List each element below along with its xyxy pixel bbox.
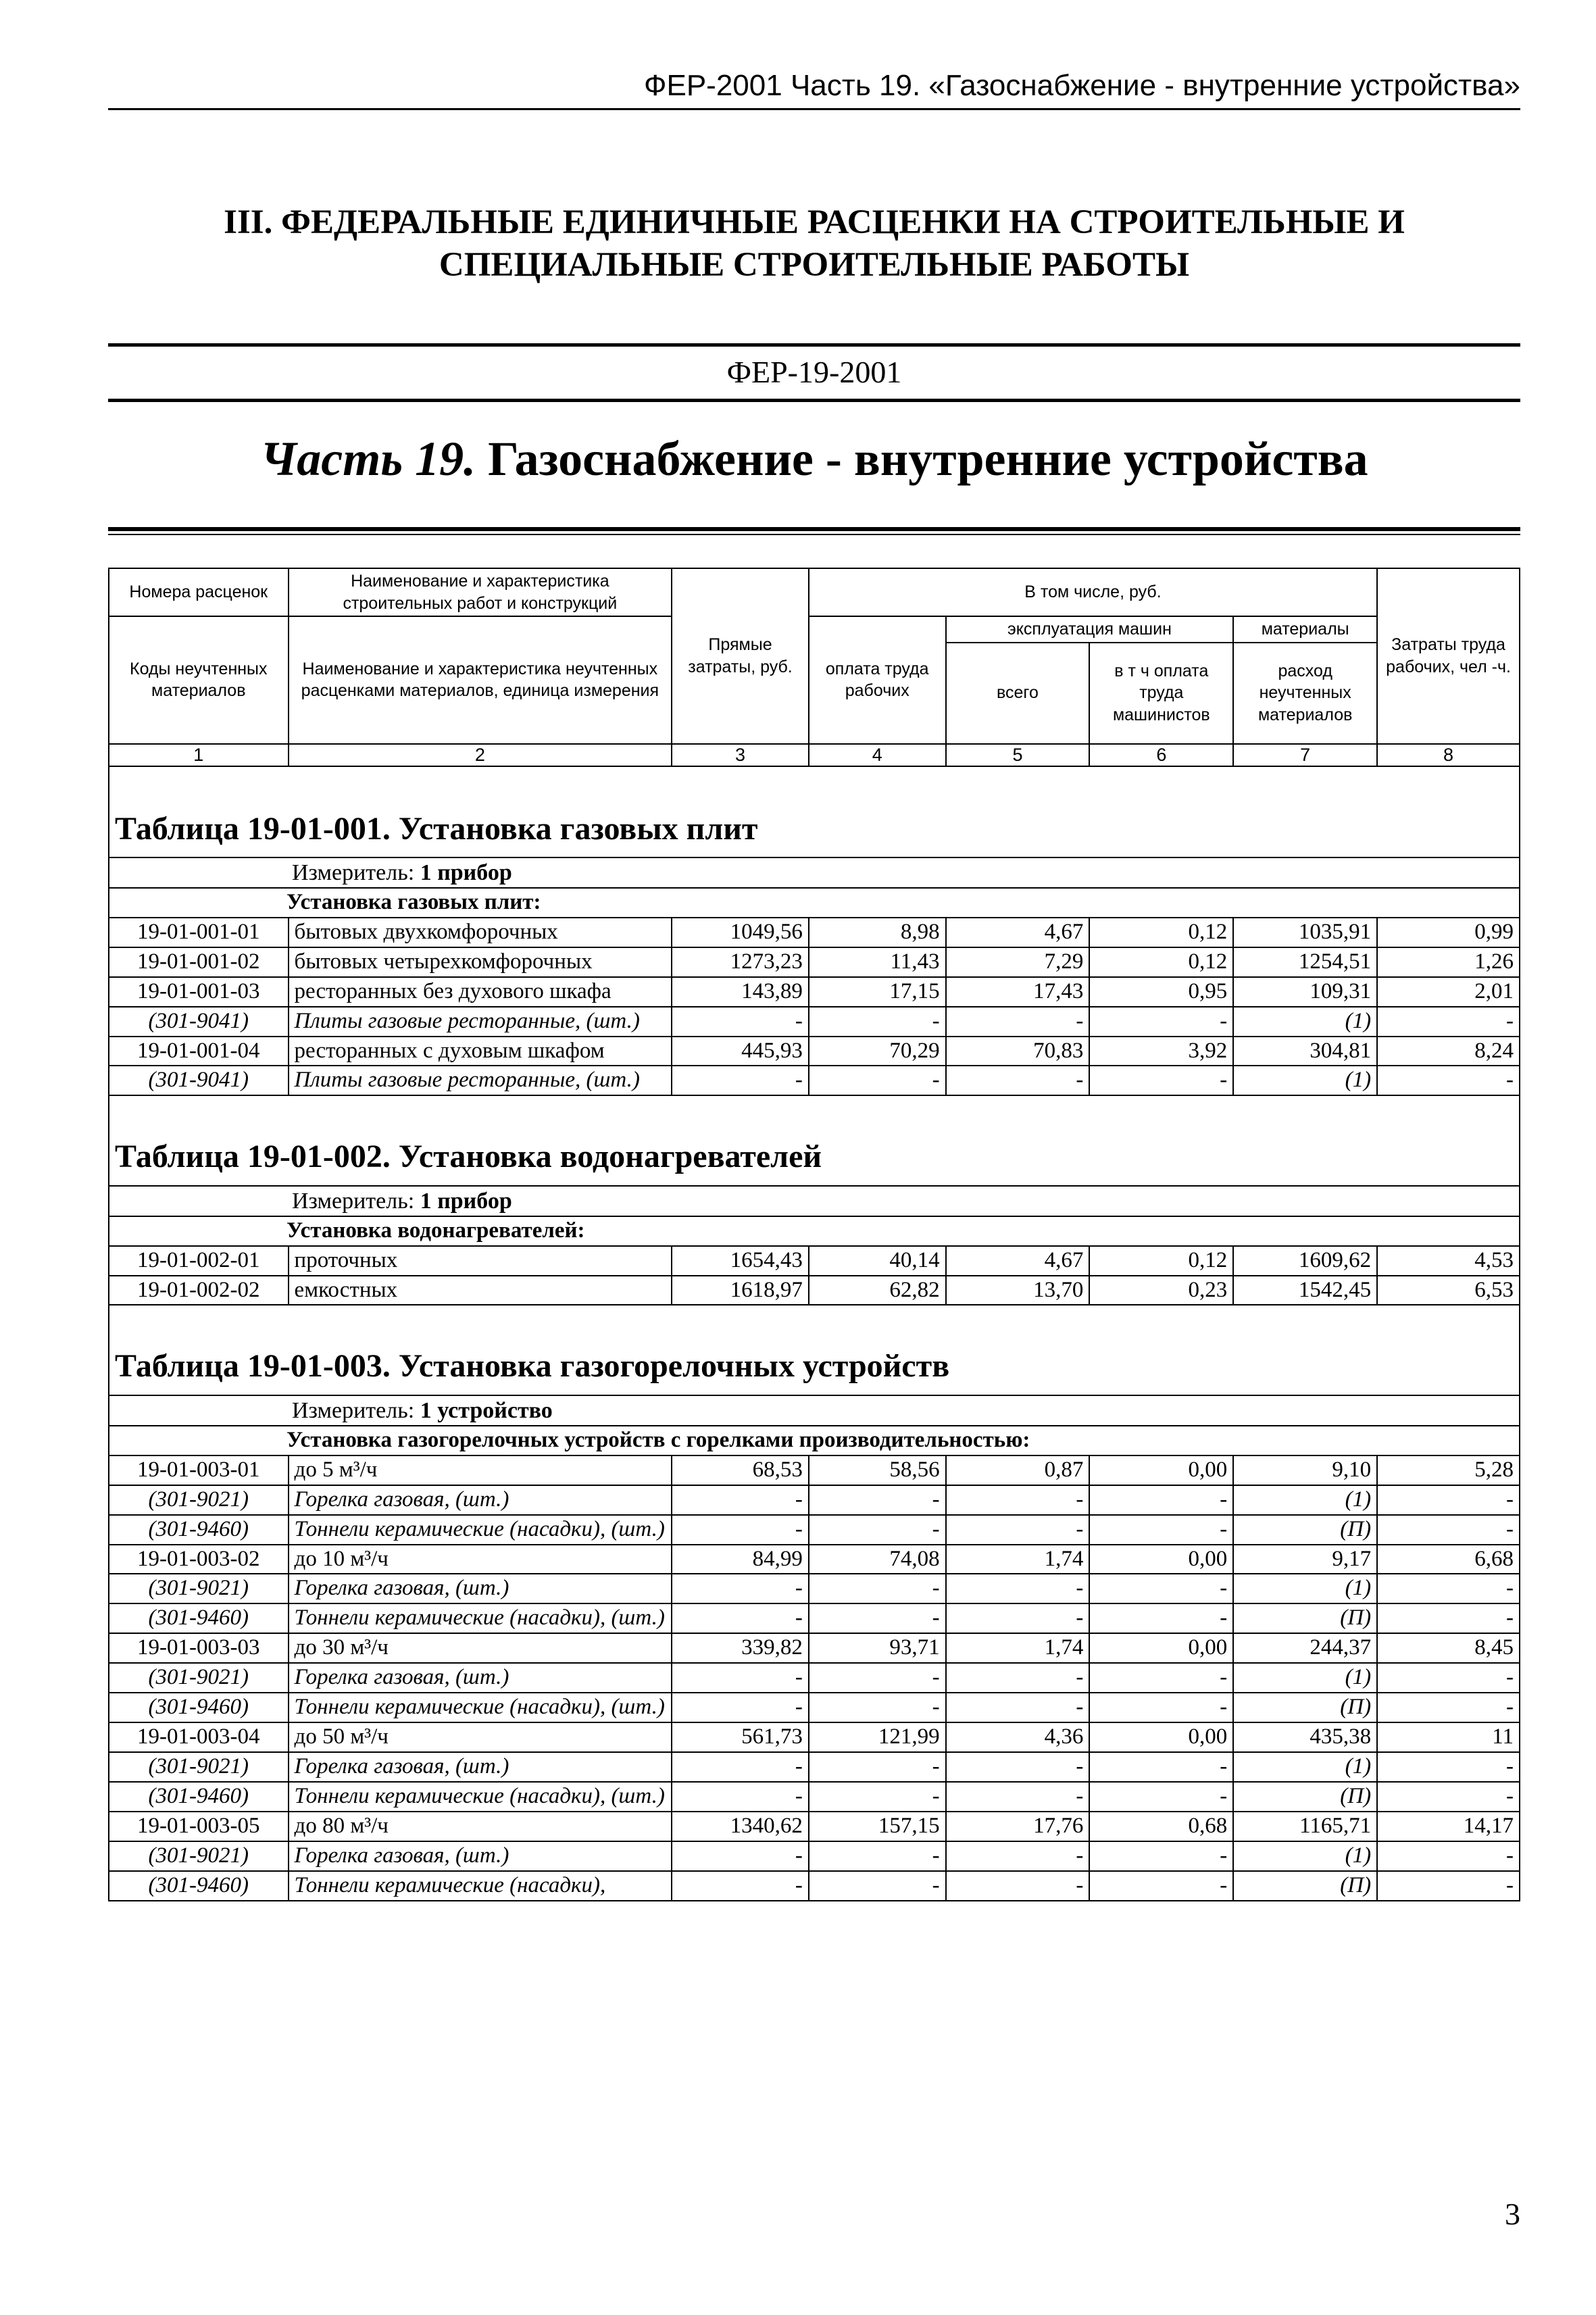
column-number-cell: 4 xyxy=(809,744,946,766)
value-cell: - xyxy=(672,1752,809,1782)
column-number-cell: 6 xyxy=(1089,744,1233,766)
value-cell: - xyxy=(809,1515,946,1545)
column-number-cell: 2 xyxy=(289,744,672,766)
header-row-1 xyxy=(109,568,1520,616)
value-cell: 1542,45 xyxy=(1233,1276,1377,1305)
part-title xyxy=(108,431,1520,487)
value-cell: - xyxy=(1377,1066,1520,1095)
value-cell: 1,74 xyxy=(946,1545,1090,1574)
material-code: (301-9460) xyxy=(109,1603,289,1633)
measure-value: 1 прибор xyxy=(420,860,512,885)
header-name-top: Наименование и характеристика строительных работ и конструкций xyxy=(289,568,672,616)
value-cell: 11,43 xyxy=(809,947,946,977)
material-row xyxy=(109,1841,1520,1871)
value-cell: - xyxy=(672,1693,809,1722)
value-cell: 11 xyxy=(1377,1722,1520,1752)
material-row xyxy=(109,1515,1520,1545)
rate-code: 19-01-003-01 xyxy=(109,1455,289,1485)
column-number-cell: 5 xyxy=(946,744,1090,766)
table-gap xyxy=(109,1305,1520,1331)
value-cell: - xyxy=(1089,1693,1233,1722)
header-rule xyxy=(108,108,1520,110)
material-name: Тоннели керамические (насадки), (шт.) xyxy=(289,1782,672,1812)
value-cell: 1618,97 xyxy=(672,1276,809,1305)
measure-cell xyxy=(109,857,1520,888)
table-title-row xyxy=(109,1122,1520,1185)
value-cell: - xyxy=(1377,1007,1520,1037)
header-codes-top: Номера расценок xyxy=(109,568,289,616)
value-cell: - xyxy=(1089,1574,1233,1603)
value-cell: 5,28 xyxy=(1377,1455,1520,1485)
rate-code: 19-01-003-05 xyxy=(109,1812,289,1841)
table-gap xyxy=(109,766,1520,794)
material-name: Горелка газовая, (шт.) xyxy=(289,1574,672,1603)
value-cell: - xyxy=(672,1515,809,1545)
rate-row xyxy=(109,947,1520,977)
rate-code: 19-01-001-03 xyxy=(109,977,289,1007)
value-cell: 0,68 xyxy=(1089,1812,1233,1841)
material-row xyxy=(109,1603,1520,1633)
value-cell: - xyxy=(809,1752,946,1782)
rate-name: ресторанных без духового шкафа xyxy=(289,977,672,1007)
header-name-bottom: Наименование и характеристика неучтенных расценками материалов, единица измерения xyxy=(289,616,672,744)
value-cell: - xyxy=(946,1871,1090,1901)
value-cell: - xyxy=(946,1515,1090,1545)
value-cell: (П) xyxy=(1233,1603,1377,1633)
value-cell: (1) xyxy=(1233,1574,1377,1603)
value-cell: 93,71 xyxy=(809,1633,946,1663)
group-row xyxy=(109,1426,1520,1455)
rate-name: до 10 м³/ч xyxy=(289,1545,672,1574)
measure-row xyxy=(109,1395,1520,1426)
material-row xyxy=(109,1485,1520,1515)
rate-code: 19-01-002-02 xyxy=(109,1276,289,1305)
value-cell: - xyxy=(809,1871,946,1901)
material-code: (301-9460) xyxy=(109,1782,289,1812)
rate-row xyxy=(109,977,1520,1007)
rate-name: проточных xyxy=(289,1246,672,1276)
material-row xyxy=(109,1007,1520,1037)
value-cell: - xyxy=(1377,1485,1520,1515)
value-cell: 0,12 xyxy=(1089,1246,1233,1276)
value-cell: (1) xyxy=(1233,1663,1377,1693)
value-cell: (1) xyxy=(1233,1007,1377,1037)
value-cell: 1035,91 xyxy=(1233,918,1377,947)
value-cell: 1165,71 xyxy=(1233,1812,1377,1841)
value-cell: - xyxy=(809,1066,946,1095)
material-code: (301-9021) xyxy=(109,1485,289,1515)
value-cell: 1609,62 xyxy=(1233,1246,1377,1276)
header-materials-unaccounted: расход неучтенных материалов xyxy=(1233,643,1377,744)
value-cell: 2,01 xyxy=(1377,977,1520,1007)
rate-code: 19-01-002-01 xyxy=(109,1246,289,1276)
value-cell: 62,82 xyxy=(809,1276,946,1305)
value-cell: 0,12 xyxy=(1089,918,1233,947)
value-cell: - xyxy=(946,1752,1090,1782)
rate-code: 19-01-001-01 xyxy=(109,918,289,947)
value-cell: 445,93 xyxy=(672,1037,809,1066)
rate-row xyxy=(109,1246,1520,1276)
running-head: ФЕР-2001 Часть 19. «Газоснабжение - внутренние устройства» xyxy=(644,69,1520,102)
value-cell: - xyxy=(946,1574,1090,1603)
material-code: (301-9460) xyxy=(109,1515,289,1545)
table-title-row xyxy=(109,794,1520,857)
value-cell: 8,24 xyxy=(1377,1037,1520,1066)
value-cell: 109,31 xyxy=(1233,977,1377,1007)
table-title: Таблица 19-01-001. Установка газовых плит xyxy=(109,794,1520,857)
value-cell: 121,99 xyxy=(809,1722,946,1752)
value-cell: - xyxy=(672,1574,809,1603)
rate-row xyxy=(109,1722,1520,1752)
part-code-rule-bottom xyxy=(108,399,1520,402)
material-code: (301-9021) xyxy=(109,1752,289,1782)
value-cell: (1) xyxy=(1233,1752,1377,1782)
value-cell: 40,14 xyxy=(809,1246,946,1276)
rate-name: до 80 м³/ч xyxy=(289,1812,672,1841)
value-cell: 0,23 xyxy=(1089,1276,1233,1305)
value-cell: 4,36 xyxy=(946,1722,1090,1752)
value-cell: 58,56 xyxy=(809,1455,946,1485)
table-gap-cell xyxy=(109,766,1520,794)
value-cell: 7,29 xyxy=(946,947,1090,977)
part-title-italic: Часть 19. xyxy=(260,432,476,486)
material-row xyxy=(109,1693,1520,1722)
measure-label: Измеритель: xyxy=(292,860,420,885)
value-cell: - xyxy=(1089,1515,1233,1545)
section-title xyxy=(108,201,1520,287)
table-title: Таблица 19-01-002. Установка водонагревателей xyxy=(109,1122,1520,1185)
part-title-rest: Газоснабжение - внутренние устройства xyxy=(476,432,1368,486)
value-cell: - xyxy=(1377,1663,1520,1693)
rate-name: до 5 м³/ч xyxy=(289,1455,672,1485)
material-code: (301-9041) xyxy=(109,1007,289,1037)
value-cell: - xyxy=(672,1603,809,1633)
value-cell: (П) xyxy=(1233,1871,1377,1901)
material-row xyxy=(109,1066,1520,1095)
value-cell: - xyxy=(809,1603,946,1633)
value-cell: - xyxy=(1089,1603,1233,1633)
rate-code: 19-01-003-02 xyxy=(109,1545,289,1574)
value-cell: 0,00 xyxy=(1089,1545,1233,1574)
value-cell: 0,12 xyxy=(1089,947,1233,977)
value-cell: 17,15 xyxy=(809,977,946,1007)
value-cell: 4,67 xyxy=(946,1246,1090,1276)
material-code: (301-9021) xyxy=(109,1574,289,1603)
header-including: В том числе, руб. xyxy=(809,568,1377,616)
rate-code: 19-01-001-04 xyxy=(109,1037,289,1066)
value-cell: - xyxy=(672,1841,809,1871)
value-cell: - xyxy=(1377,1871,1520,1901)
value-cell: 0,95 xyxy=(1089,977,1233,1007)
group-heading: Установка газовых плит: xyxy=(109,888,1520,918)
header-machines-operators: в т ч оплата труда машинистов xyxy=(1089,643,1233,744)
value-cell: - xyxy=(809,1007,946,1037)
value-cell: - xyxy=(1089,1871,1233,1901)
part-code: ФЕР-19-2001 xyxy=(726,355,902,389)
value-cell: 1273,23 xyxy=(672,947,809,977)
value-cell: - xyxy=(946,1782,1090,1812)
value-cell: 14,17 xyxy=(1377,1812,1520,1841)
value-cell: - xyxy=(672,1007,809,1037)
material-name: Плиты газовые ресторанные, (шт.) xyxy=(289,1066,672,1095)
header-row-2 xyxy=(109,616,1520,643)
value-cell: 17,76 xyxy=(946,1812,1090,1841)
value-cell: 8,98 xyxy=(809,918,946,947)
value-cell: - xyxy=(809,1663,946,1693)
rate-code: 19-01-003-03 xyxy=(109,1633,289,1663)
material-name: Тоннели керамические (насадки), (шт.) xyxy=(289,1603,672,1633)
measure-value: 1 прибор xyxy=(420,1188,512,1214)
value-cell: - xyxy=(1377,1782,1520,1812)
value-cell: 1340,62 xyxy=(672,1812,809,1841)
material-name: Горелка газовая, (шт.) xyxy=(289,1841,672,1871)
value-cell: - xyxy=(1377,1841,1520,1871)
value-cell: - xyxy=(809,1574,946,1603)
value-cell: 1654,43 xyxy=(672,1246,809,1276)
material-name: Плиты газовые ресторанные, (шт.) xyxy=(289,1007,672,1037)
rate-row xyxy=(109,1545,1520,1574)
value-cell: - xyxy=(1377,1574,1520,1603)
value-cell: 339,82 xyxy=(672,1633,809,1663)
value-cell: 9,10 xyxy=(1233,1455,1377,1485)
value-cell: - xyxy=(1089,1007,1233,1037)
value-cell: 4,67 xyxy=(946,918,1090,947)
value-cell: (П) xyxy=(1233,1515,1377,1545)
table-gap xyxy=(109,1095,1520,1122)
part-code-rule-top xyxy=(108,343,1520,347)
rates-table xyxy=(108,568,1520,1901)
value-cell: - xyxy=(672,1871,809,1901)
header-labor-hours: Затраты труда рабочих, чел -ч. xyxy=(1377,568,1520,744)
value-cell: (1) xyxy=(1233,1841,1377,1871)
value-cell: 435,38 xyxy=(1233,1722,1377,1752)
measure-row xyxy=(109,1186,1520,1216)
value-cell: (1) xyxy=(1233,1485,1377,1515)
material-name: Тоннели керамические (насадки), (шт.) xyxy=(289,1693,672,1722)
value-cell: - xyxy=(1377,1603,1520,1633)
value-cell: 74,08 xyxy=(809,1545,946,1574)
value-cell: - xyxy=(672,1782,809,1812)
section-title-line2: СПЕЦИАЛЬНЫЕ СТРОИТЕЛЬНЫЕ РАБОТЫ xyxy=(439,246,1190,284)
material-row xyxy=(109,1782,1520,1812)
table-gap-cell xyxy=(109,1305,1520,1331)
rate-row xyxy=(109,1633,1520,1663)
value-cell: 9,17 xyxy=(1233,1545,1377,1574)
value-cell: - xyxy=(809,1693,946,1722)
value-cell: 157,15 xyxy=(809,1812,946,1841)
value-cell: 1254,51 xyxy=(1233,947,1377,977)
header-materials: материалы xyxy=(1233,616,1377,643)
value-cell: - xyxy=(1089,1663,1233,1693)
header-labor-pay: оплата труда рабочих xyxy=(809,616,946,744)
value-cell: 13,70 xyxy=(946,1276,1090,1305)
part-title-rule-2 xyxy=(108,534,1520,535)
value-cell: - xyxy=(672,1663,809,1693)
rate-row xyxy=(109,918,1520,947)
material-code: (301-9021) xyxy=(109,1841,289,1871)
value-cell: (1) xyxy=(1233,1066,1377,1095)
value-cell: 68,53 xyxy=(672,1455,809,1485)
table-title-row xyxy=(109,1331,1520,1395)
rate-row xyxy=(109,1812,1520,1841)
value-cell: - xyxy=(809,1841,946,1871)
material-code: (301-9021) xyxy=(109,1663,289,1693)
material-code: (301-9041) xyxy=(109,1066,289,1095)
value-cell: 1,74 xyxy=(946,1633,1090,1663)
value-cell: - xyxy=(1089,1782,1233,1812)
value-cell: - xyxy=(1089,1066,1233,1095)
material-row xyxy=(109,1663,1520,1693)
measure-label: Измеритель: xyxy=(292,1397,420,1423)
value-cell: - xyxy=(1089,1841,1233,1871)
value-cell: - xyxy=(809,1782,946,1812)
value-cell: - xyxy=(946,1007,1090,1037)
value-cell: - xyxy=(946,1485,1090,1515)
value-cell: 0,87 xyxy=(946,1455,1090,1485)
header-direct-costs: Прямые затраты, руб. xyxy=(672,568,809,744)
value-cell: 0,00 xyxy=(1089,1633,1233,1663)
value-cell: - xyxy=(946,1693,1090,1722)
value-cell: (П) xyxy=(1233,1782,1377,1812)
value-cell: 6,53 xyxy=(1377,1276,1520,1305)
page-number: 3 xyxy=(1505,2197,1520,2231)
column-numbers-row xyxy=(109,744,1520,766)
measure-label: Измеритель: xyxy=(292,1188,420,1214)
material-name: Горелка газовая, (шт.) xyxy=(289,1485,672,1515)
rate-row xyxy=(109,1455,1520,1485)
header-codes-bottom: Коды неучтенных материалов xyxy=(109,616,289,744)
material-row xyxy=(109,1871,1520,1901)
material-code: (301-9460) xyxy=(109,1871,289,1901)
value-cell: 6,68 xyxy=(1377,1545,1520,1574)
value-cell: - xyxy=(1089,1485,1233,1515)
rate-name: бытовых четырехкомфорочных xyxy=(289,947,672,977)
value-cell: 0,00 xyxy=(1089,1455,1233,1485)
value-cell: - xyxy=(809,1485,946,1515)
value-cell: 17,43 xyxy=(946,977,1090,1007)
header-machines-total: всего xyxy=(946,643,1090,744)
section-title-line1: III. ФЕДЕРАЛЬНЫЕ ЕДИНИЧНЫЕ РАСЦЕНКИ НА СТРОИТЕЛЬНЫЕ И xyxy=(224,203,1405,241)
value-cell: 84,99 xyxy=(672,1545,809,1574)
value-cell: 70,83 xyxy=(946,1037,1090,1066)
material-row xyxy=(109,1752,1520,1782)
table-gap-cell xyxy=(109,1095,1520,1122)
value-cell: - xyxy=(946,1841,1090,1871)
rate-row xyxy=(109,1037,1520,1066)
value-cell: - xyxy=(672,1066,809,1095)
value-cell: - xyxy=(1089,1752,1233,1782)
value-cell: 8,45 xyxy=(1377,1633,1520,1663)
measure-cell xyxy=(109,1395,1520,1426)
material-row xyxy=(109,1574,1520,1603)
group-heading: Установка газогорелочных устройств с горелками производительностью: xyxy=(109,1426,1520,1455)
value-cell: 143,89 xyxy=(672,977,809,1007)
value-cell: 4,53 xyxy=(1377,1246,1520,1276)
rate-row xyxy=(109,1276,1520,1305)
measure-value: 1 устройство xyxy=(420,1397,553,1423)
group-heading: Установка водонагревателей: xyxy=(109,1216,1520,1246)
value-cell: 561,73 xyxy=(672,1722,809,1752)
rate-name: ресторанных с духовым шкафом xyxy=(289,1037,672,1066)
table-title: Таблица 19-01-003. Установка газогорелочных устройств xyxy=(109,1331,1520,1395)
rate-code: 19-01-001-02 xyxy=(109,947,289,977)
value-cell: - xyxy=(1377,1693,1520,1722)
value-cell: 70,29 xyxy=(809,1037,946,1066)
material-name: Горелка газовая, (шт.) xyxy=(289,1752,672,1782)
value-cell: - xyxy=(946,1066,1090,1095)
value-cell: - xyxy=(946,1663,1090,1693)
header-machines: эксплуатация машин xyxy=(946,616,1234,643)
measure-cell xyxy=(109,1186,1520,1216)
value-cell: 1049,56 xyxy=(672,918,809,947)
value-cell: 0,99 xyxy=(1377,918,1520,947)
group-row xyxy=(109,1216,1520,1246)
part-title-rule-1 xyxy=(108,527,1520,531)
value-cell: - xyxy=(1377,1515,1520,1545)
rate-name: емкостных xyxy=(289,1276,672,1305)
rate-name: до 50 м³/ч xyxy=(289,1722,672,1752)
material-name: Тоннели керамические (насадки), (шт.) xyxy=(289,1515,672,1545)
column-number-cell: 1 xyxy=(109,744,289,766)
measure-row xyxy=(109,857,1520,888)
column-number-cell: 3 xyxy=(672,744,809,766)
value-cell: (П) xyxy=(1233,1693,1377,1722)
value-cell: - xyxy=(672,1485,809,1515)
material-name: Тоннели керамические (насадки), xyxy=(289,1871,672,1901)
value-cell: 304,81 xyxy=(1233,1037,1377,1066)
rate-name: до 30 м³/ч xyxy=(289,1633,672,1663)
value-cell: 244,37 xyxy=(1233,1633,1377,1663)
material-code: (301-9460) xyxy=(109,1693,289,1722)
rate-code: 19-01-003-04 xyxy=(109,1722,289,1752)
value-cell: 3,92 xyxy=(1089,1037,1233,1066)
value-cell: 1,26 xyxy=(1377,947,1520,977)
group-row xyxy=(109,888,1520,918)
column-number-cell: 7 xyxy=(1233,744,1377,766)
column-number-cell: 8 xyxy=(1377,744,1520,766)
value-cell: - xyxy=(946,1603,1090,1633)
value-cell: 0,00 xyxy=(1089,1722,1233,1752)
material-name: Горелка газовая, (шт.) xyxy=(289,1663,672,1693)
value-cell: - xyxy=(1377,1752,1520,1782)
rate-name: бытовых двухкомфорочных xyxy=(289,918,672,947)
